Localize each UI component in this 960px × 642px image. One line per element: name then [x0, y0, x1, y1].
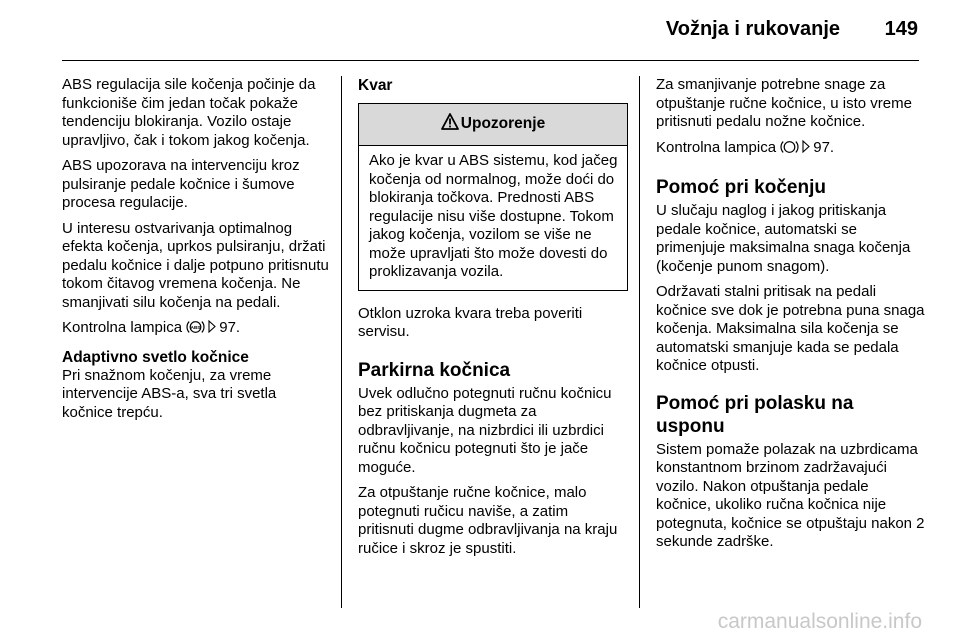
- paragraph: Za smanjivanje potrebne snage za otpuštanje ručne kočnice, u isto vreme pritisnuti pedalu nožne kočnice.: [656, 76, 912, 130]
- lamp-reference: [62, 319, 330, 341]
- column-2: [358, 76, 628, 565]
- page-reference-arrow-icon: [802, 140, 810, 159]
- lamp-page-ref: 97.: [813, 138, 835, 156]
- page-reference-arrow-icon: [208, 320, 216, 339]
- paragraph: Za otpuštanje ručne kočnice, malo potegnuti ručicu naviše, a zatim pritisnuti dugme odbravljivanja na kraju ručice i skroz je spustiti.: [358, 484, 618, 557]
- section-heading: Adaptivno svetlo kočnice: [62, 348, 249, 366]
- paragraph: Sistem pomaže polazak na uzbrdicama konstantnom brzinom zadržavajući vozilo. Nakon otpuštanja pedale kočnice, ukoliko ručna kočnica nije potegnuta, kočnice se otpuštaju nakon 2 sekunde zadrške.: [656, 440, 925, 550]
- abs-warning-lamp-icon: [186, 319, 205, 341]
- column-1: [62, 76, 330, 429]
- paragraph: U slučaju naglog i jakog pritiskanja pedale kočnice, automatski se primenjuje maksimalna snaga kočenja (kočenje punom snagom).: [656, 202, 911, 275]
- section-heading: Pomoć pri kočenju: [656, 177, 826, 198]
- brake-warning-lamp-icon: [780, 139, 799, 161]
- paragraph: Uvek odlučno potegnuti ručnu kočnicu bez pritiskanja dugmeta za odbravljivanje, na nizbrdici ili uzbrdici ručnu kočnicu potegnuti što je jače moguće.: [358, 384, 612, 476]
- column-3: [656, 76, 926, 559]
- warning-text: Ako je kvar u ABS sistemu, kod jačeg kočenja od normalnog, može doći do blokiranja točkova. Prednosti ABS regulacije nisu više dostupne. Tokom jakog kočenja, vozilom se više ne može upravljati što može dovesti do proklizavanja vozila.: [369, 152, 618, 280]
- warning-triangle-icon: [441, 113, 461, 136]
- paragraph: U interesu ostvarivanja optimalnog efekta kočenja, uprkos pulsiranju, držati pedalu kočnice i dalje potpuno pritisnutu tokom čitavog vremena kočenja. Ne smanjivati silu kočenja na pedali.: [62, 219, 329, 311]
- lamp-reference: [656, 139, 926, 161]
- warning-box: [358, 103, 628, 291]
- column-divider-2: [639, 76, 640, 608]
- page-number: 149: [884, 18, 918, 40]
- lamp-label: Kontrolna lampica: [656, 138, 777, 156]
- watermark: carmanualsonline.info: [717, 610, 922, 633]
- section-heading: Pomoć pri polasku na usponu: [656, 392, 854, 437]
- paragraph: Održavati stalni pritisak na pedali kočnice sve dok je potrebna puna snaga kočenja. Maksimalna sila kočenja se automatski smanjuje kada se pedala kočnice otpusti.: [656, 283, 925, 374]
- lamp-label: Kontrolna lampica: [62, 319, 183, 336]
- warning-header: [359, 104, 627, 146]
- paragraph: ABS regulacija sile kočenja počinje da funkcioniše čim jedan točak pokaže tendenciju blokiranja. Vozilo ostaje upravljivo, čak i tokom jakog kočenja.: [62, 76, 316, 149]
- section-title: Vožnja i rukovanje: [665, 18, 840, 40]
- paragraph: Pri snažnom kočenju, za vreme intervencije ABS-a, sva tri svetla kočnice trepću.: [62, 366, 277, 421]
- svg-text:ABS: ABS: [190, 325, 201, 330]
- header-divider: [62, 60, 919, 61]
- column-divider-1: [341, 76, 342, 608]
- lamp-page-ref: 97.: [219, 319, 241, 336]
- paragraph: Otklon uzroka kvara treba poveriti servisu.: [358, 304, 583, 340]
- section-heading: Parkirna kočnica: [358, 359, 511, 381]
- paragraph: ABS upozorava na intervenciju kroz pulsiranje pedale kočnice i šumove procesa regulacije.: [62, 157, 300, 211]
- warning-title: Upozorenje: [460, 115, 546, 133]
- section-heading: Kvar: [358, 77, 393, 94]
